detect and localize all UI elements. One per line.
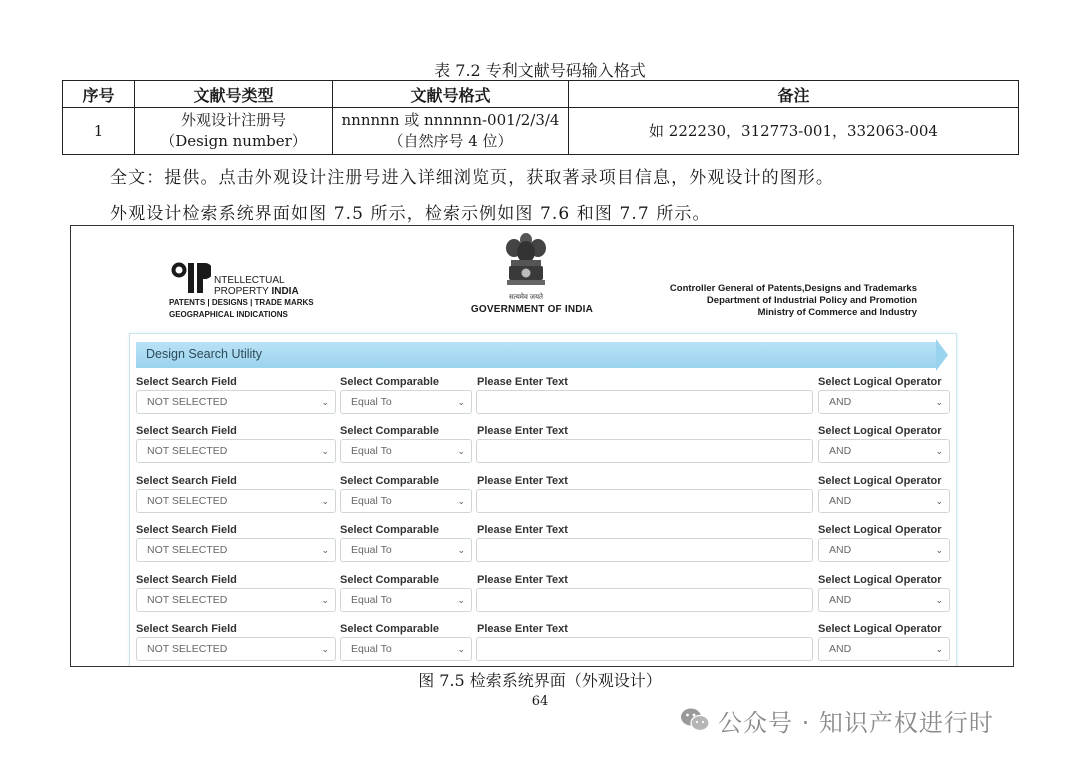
chevron-down-icon: ⌄ (321, 397, 329, 407)
table-caption: 表 7.2 专利文献号码输入格式 (434, 61, 646, 80)
enter-text-label: Please Enter Text (477, 524, 568, 536)
logical-operator-select-value: AND (829, 544, 852, 556)
design-search-panel (129, 333, 957, 667)
page-number: 64 (531, 694, 549, 709)
search-field-select[interactable] (136, 489, 336, 513)
comparable-label: Select Comparable (340, 623, 440, 635)
figure-caption: 图 7.5 检索系统界面（外观设计） (418, 671, 662, 690)
comparable-label: Select Comparable (340, 524, 440, 536)
comparable-select-value: Equal To (351, 396, 392, 408)
chevron-down-icon: ⌄ (935, 595, 943, 605)
chevron-down-icon: ⌄ (935, 397, 943, 407)
logical-operator-label: Select Logical Operator (818, 425, 942, 437)
enter-text-label: Please Enter Text (477, 475, 568, 487)
search-row (136, 425, 951, 475)
search-text-input[interactable] (476, 637, 813, 661)
body-paragraph-figure-ref: 外观设计检索系统界面如图 7.5 所示，检索示例如图 7.6 和图 7.7 所示。 (110, 204, 711, 224)
search-field-select-value: NOT SELECTED (147, 396, 228, 408)
wechat-watermark (680, 704, 994, 736)
logical-operator-label: Select Logical Operator (818, 376, 942, 388)
header-note: 备注 (569, 81, 1019, 108)
national-emblem-icon (497, 230, 555, 294)
controller-line-1: Controller General of Patents,Designs and Trademarks (669, 283, 917, 294)
logical-operator-select-value: AND (829, 643, 852, 655)
ipo-subtitle-1: PATENTS | DESIGNS | TRADE MARKS (169, 298, 314, 307)
table-header-row (63, 81, 1019, 108)
watermark-text: 公众号 · 知识产权进行时 (718, 708, 994, 737)
search-field-select-value: NOT SELECTED (147, 594, 228, 606)
logical-operator-select-value: AND (829, 495, 852, 507)
logical-operator-select[interactable] (818, 489, 950, 513)
logical-operator-select[interactable] (818, 538, 950, 562)
chevron-down-icon: ⌄ (457, 446, 465, 456)
body-paragraph-fulltext: 全文：提供。点击外观设计注册号进入详细浏览页，获取著录项目信息，外观设计的图形。 (110, 168, 834, 188)
chevron-down-icon: ⌄ (457, 496, 465, 506)
logical-operator-label: Select Logical Operator (818, 574, 942, 586)
search-field-select-value: NOT SELECTED (147, 495, 228, 507)
search-field-select[interactable] (136, 637, 336, 661)
search-field-select[interactable] (136, 439, 336, 463)
comparable-label: Select Comparable (340, 376, 440, 388)
search-text-input[interactable] (476, 538, 813, 562)
search-field-label: Select Search Field (136, 376, 237, 388)
chevron-down-icon: ⌄ (457, 644, 465, 654)
logical-operator-select[interactable] (818, 390, 950, 414)
chevron-down-icon: ⌄ (321, 496, 329, 506)
search-field-label: Select Search Field (136, 425, 237, 437)
banner-arrow-icon (936, 339, 948, 371)
search-row (136, 475, 951, 525)
cell-type-line2: （Design number） (160, 132, 307, 150)
cell-format-line2: （自然序号 4 位） (388, 132, 513, 150)
logical-operator-select-value: AND (829, 396, 852, 408)
chevron-down-icon: ⌄ (321, 595, 329, 605)
cell-note: 如 222230，312773-001，332063-004 (569, 108, 1019, 155)
enter-text-label: Please Enter Text (477, 425, 568, 437)
comparable-select[interactable] (340, 489, 472, 513)
chevron-down-icon: ⌄ (321, 644, 329, 654)
cell-type-line1: 外观设计注册号 (180, 111, 286, 129)
search-field-label: Select Search Field (136, 475, 237, 487)
logical-operator-select[interactable] (818, 588, 950, 612)
search-field-select-value: NOT SELECTED (147, 643, 228, 655)
enter-text-label: Please Enter Text (477, 623, 568, 635)
comparable-select[interactable] (340, 538, 472, 562)
comparable-select-value: Equal To (351, 643, 392, 655)
header-type: 文献号类型 (135, 81, 333, 108)
search-row (136, 524, 951, 574)
comparable-select[interactable] (340, 637, 472, 661)
comparable-select[interactable] (340, 390, 472, 414)
comparable-select[interactable] (340, 588, 472, 612)
chevron-down-icon: ⌄ (321, 446, 329, 456)
logical-operator-select[interactable] (818, 637, 950, 661)
search-field-select-value: NOT SELECTED (147, 445, 228, 457)
comparable-select-value: Equal To (351, 495, 392, 507)
search-field-select[interactable] (136, 390, 336, 414)
logical-operator-select-value: AND (829, 594, 852, 606)
logical-operator-select[interactable] (818, 439, 950, 463)
header-format: 文献号格式 (333, 81, 569, 108)
controller-line-2: Department of Industrial Policy and Promotion (706, 295, 917, 306)
chevron-down-icon: ⌄ (935, 496, 943, 506)
comparable-select-value: Equal To (351, 445, 392, 457)
ipo-subtitle-2: GEOGRAPHICAL INDICATIONS (169, 310, 288, 319)
cell-format-line1: nnnnnn 或 nnnnnn-001/2/3/4 (341, 111, 560, 129)
cell-index: 1 (63, 108, 135, 155)
search-row (136, 376, 951, 426)
ipo-name-line2 (214, 286, 299, 297)
logical-operator-label: Select Logical Operator (818, 475, 942, 487)
comparable-select-value: Equal To (351, 594, 392, 606)
panel-title: Design Search Utility (146, 347, 263, 361)
search-field-label: Select Search Field (136, 524, 237, 536)
wechat-icon (680, 707, 710, 733)
search-row (136, 574, 951, 624)
search-text-input[interactable] (476, 489, 813, 513)
doc-number-format-table (62, 80, 1019, 155)
comparable-label: Select Comparable (340, 425, 440, 437)
comparable-label: Select Comparable (340, 475, 440, 487)
comparable-label: Select Comparable (340, 574, 440, 586)
logical-operator-label: Select Logical Operator (818, 524, 942, 536)
search-text-input[interactable] (476, 588, 813, 612)
chevron-down-icon: ⌄ (457, 545, 465, 555)
ipo-name-line2-prefix: PROPERTY (214, 286, 272, 297)
goi-label: GOVERNMENT OF INDIA (470, 304, 594, 315)
enter-text-label: Please Enter Text (477, 376, 568, 388)
controller-line-3: Ministry of Commerce and Industry (757, 307, 917, 318)
chevron-down-icon: ⌄ (935, 644, 943, 654)
chevron-down-icon: ⌄ (457, 397, 465, 407)
chevron-down-icon: ⌄ (321, 545, 329, 555)
ipo-name-line2-bold: INDIA (271, 286, 299, 297)
header-index: 序号 (63, 81, 135, 108)
figure-screenshot (70, 225, 1014, 667)
search-field-select-value: NOT SELECTED (147, 544, 228, 556)
cell-format (333, 108, 569, 155)
search-field-select[interactable] (136, 588, 336, 612)
search-text-input[interactable] (476, 439, 813, 463)
table-row (63, 108, 1019, 155)
cell-type (135, 108, 333, 155)
search-text-input[interactable] (476, 390, 813, 414)
chevron-down-icon: ⌄ (935, 446, 943, 456)
goi-motto: सत्यमेव जयते (508, 294, 544, 301)
comparable-select[interactable] (340, 439, 472, 463)
search-field-label: Select Search Field (136, 574, 237, 586)
enter-text-label: Please Enter Text (477, 574, 568, 586)
ip-india-logo-icon (171, 261, 211, 295)
comparable-select-value: Equal To (351, 544, 392, 556)
search-row (136, 623, 951, 667)
logical-operator-label: Select Logical Operator (818, 623, 942, 635)
chevron-down-icon: ⌄ (457, 595, 465, 605)
search-field-label: Select Search Field (136, 623, 237, 635)
chevron-down-icon: ⌄ (935, 545, 943, 555)
ipo-name-line1: NTELLECTUAL (214, 275, 285, 286)
logical-operator-select-value: AND (829, 445, 852, 457)
search-field-select[interactable] (136, 538, 336, 562)
